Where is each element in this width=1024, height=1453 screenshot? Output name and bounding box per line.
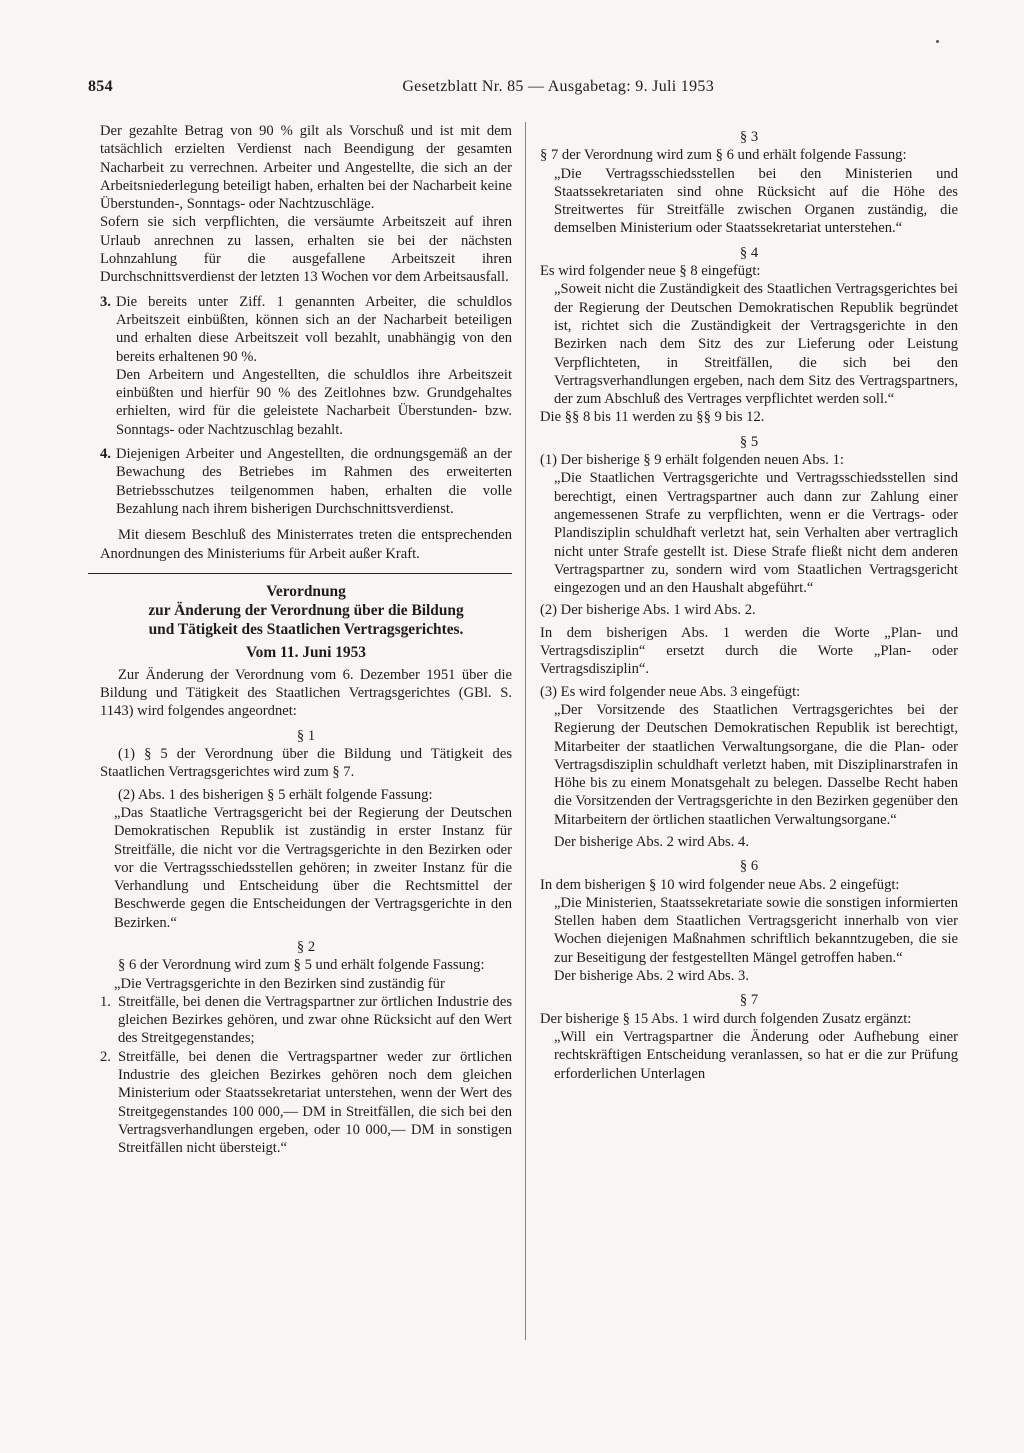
item-number: 2. [100, 1048, 111, 1065]
section-sign-1: § 1 [296, 727, 316, 744]
sub-item-1 [100, 993, 512, 1048]
numbered-item-3 [100, 293, 512, 439]
section-sign-7: § 7 [739, 992, 759, 1009]
paragraph: § 7 der Verordnung wird zum § 6 und erhält folgende Fassung: [540, 147, 907, 164]
paragraph: Sofern sie sich verpflichten, die versäumte Arbeitszeit auf ihren Urlaub anrechnen zu lassen, erhalten sie bei der nächsten Lohnzahlung für die ausgefallene Arbeitszeit ihren Durchschnittsverdienst der letzten 13 Wochen vor dem Arbeitsausfall. [100, 214, 512, 286]
section-sign-2: § 2 [296, 938, 316, 955]
sub-item-2 [100, 1048, 512, 1158]
paragraph: Es wird folgender neue § 8 eingefügt: [540, 263, 761, 280]
right-column [540, 122, 958, 1083]
quoted-text: „Das Staatliche Vertragsgericht bei der Regierung der Deutschen Demokratischen Republik ist zuständig in erster Instanz für Streitfälle, die nicht vor die Vertragsgerichte in den Bezirken oder vor die Vertragsschiedsstellen gehören; in zweiter Instanz für die Verhandlung und Entscheidung über die Rechtsmittel der Beschwerde gegen die Entscheidungen der Vertragsgerichte in den Bezirken.“ [114, 804, 512, 931]
quoted-text: „Die Vertragsgerichte in den Bezirken sind zuständig für [114, 975, 445, 992]
quoted-text: „Die Ministerien, Staatssekretariate sowie die sonstigen informierten Stellen haben dem Staatlichen Vertragsgericht innerhalb von vier Wochen diejenigen Maßnahmen schriftlich bekanntzugeben, die sie zur Beseitigung der festgestellten Mängel getroffen haben.“ [554, 894, 958, 966]
quoted-text: „Soweit nicht die Zuständigkeit des Staatlichen Vertragsgerichtes bei der Regierung der Deutschen Demokratischen Republik begründet ist, richtet sich die Zuständigkeit der Vertragsgerichte in den Bezirken nach dem Sitz des zur Lieferung oder Leistung Verpflichteten, in Streitfällen, die sich bei den Vertragsverhandlungen ergeben, nach dem Sitz des Vertragspartners, der zum Abschluß des Vertrages verpflichtet werden soll.“ [554, 281, 958, 408]
paragraph: Der bisherige § 15 Abs. 1 wird durch folgenden Zusatz ergänzt: [540, 1010, 912, 1027]
paragraph: Streitfälle, bei denen die Vertragspartner weder zur örtlichen Industrie des gleichen Bezirkes gehören noch dem gleichen Ministerium oder Staatssekretariat unterstehen, wenn der Wert des Streitgegenstandes 100 000,— DM in Streitfällen, die sich bei den Vertragsverhandlungen ergeben, oder 10 000,— DM in sonstigen Streitfällen nicht übersteigt.“ [118, 1048, 512, 1157]
paragraph: In dem bisherigen § 10 wird folgender neue Abs. 2 eingefügt: [540, 876, 900, 893]
heading-line: Verordnung [266, 582, 346, 600]
item-number: 3. [100, 293, 111, 310]
paragraph: Streitfälle, bei denen die Vertragspartner zur örtlichen Industrie des gleichen Bezirkes gehören, und zwar ohne Rücksicht auf den Wert des Streitgegenstandes; [118, 993, 512, 1047]
paragraph: Die bereits unter Ziff. 1 genannten Arbeiter, die schuldlos Arbeitszeit einbüßten, können sich an der Nacharbeit beteiligen und erhalten diese Arbeitszeit voll bezahlt, unabhängig von den bereits erhaltenen 90 %. [116, 293, 512, 365]
paragraph: (1) Der bisherige § 9 erhält folgenden neuen Abs. 1: [540, 452, 844, 469]
paragraph: In dem bisherigen Abs. 1 werden die Worte „Plan- und Vertragsdisziplin“ ersetzt durch die Worte „Plan- oder Vertragsdisziplin“. [540, 624, 958, 678]
quoted-text: „Die Vertragsschiedsstellen bei den Ministerien und Staatssekretariaten sind ohne Rücksicht auf die Höhe des Streitwertes für Streitfälle zwischen Organen zuständig, die demselben Ministerium oder Staatssekretariat unterstehen.“ [554, 165, 958, 237]
quoted-text: „Der Vorsitzende des Staatlichen Vertragsgerichtes bei der Regierung der Deutschen Demokratischen Republik ist berechtigt, Mitarbeiter der staatlichen Verwaltungsorgane, die die Plan- oder Vertragsdisziplin schuldhaft verletzt haben, mit Disziplinarstrafen in Höhe bis zu einem Monatsgehalt zu belegen. Dasselbe Recht haben die Vorsitzenden der Vertragsgerichte in den Bezirken gegenüber den Mitarbeitern der örtlichen staatlichen Verwaltungsorgane.“ [554, 701, 958, 828]
paragraph: (2) Der bisherige Abs. 1 wird Abs. 2. [540, 602, 756, 619]
page-number: 854 [88, 78, 113, 95]
paragraph: Die §§ 8 bis 11 werden zu §§ 9 bis 12. [540, 409, 765, 426]
quoted-text: „Die Staatlichen Vertragsgerichte und Vertragsschiedsstellen sind berechtigt, einen Vertragspartner auch dann zur Zahlung einer angemessenen Strafe zu verpflichten, wenn er die Vertrags- oder Plandisziplin schuldhaft verletzt hat, sein Verhalten aber vertraglich nicht unter Strafe gestellt ist. Diese Strafe fließt nicht dem anderen Vertragspartner zu, sondern wird vom Staatlichen Vertragsgericht eingezogen und an den Haushalt abgeführt.“ [554, 470, 958, 597]
paragraph: (3) Es wird folgender neue Abs. 3 eingefügt: [540, 683, 801, 700]
decree-date: Vom 11. Juni 1953 [245, 643, 367, 661]
paragraph: Der bisherige Abs. 2 wird Abs. 3. [554, 968, 749, 985]
heading-line: zur Änderung der Verordnung über die Bildung [148, 601, 464, 619]
item-number: 4. [100, 446, 111, 463]
paragraph: Der bisherige Abs. 2 wird Abs. 4. [554, 833, 749, 850]
decree-heading [100, 582, 512, 662]
section-rule [88, 573, 512, 574]
numbered-item-4 [100, 445, 512, 518]
page-header [88, 78, 714, 104]
section-sign-3: § 3 [739, 129, 759, 145]
paragraph: § 6 der Verordnung wird zum § 5 und erhält folgende Fassung: [118, 957, 485, 974]
paragraph: (2) Abs. 1 des bisherigen § 5 erhält folgende Fassung: [118, 786, 433, 803]
section-sign-5: § 5 [739, 433, 759, 450]
left-column [100, 122, 512, 1158]
heading-line: und Tätigkeit des Staatlichen Vertragsgerichtes. [148, 620, 464, 638]
section-sign-6: § 6 [739, 858, 759, 875]
intro-paragraph: Zur Änderung der Verordnung vom 6. Dezember 1951 über die Bildung und Tätigkeit des Staatlichen Vertragsgerichtes (GBl. S. 1143) wird folgendes angeordnet: [100, 666, 512, 720]
running-title: Gesetzblatt Nr. 85 — Ausgabetag: 9. Juli 1953 [402, 78, 714, 95]
paragraph: Diejenigen Arbeiter und Angestellten, die ordnungsgemäß an der Bewachung des Betriebes im Rahmen des erweiterten Betriebsschutzes teilgenommen haben, erhalten die volle Bezahlung nach ihrem bisherigen Durchschnittsverdienst. [116, 446, 512, 517]
column-divider [525, 122, 526, 1340]
section-sign-4: § 4 [739, 244, 759, 261]
ink-speck [936, 40, 939, 43]
closing-paragraph: Mit diesem Beschluß des Ministerrates treten die entsprechenden Anordnungen des Ministeriums für Arbeit außer Kraft. [100, 527, 512, 562]
item-number: 1. [100, 993, 111, 1010]
paragraph: Den Arbeitern und Angestellten, die schuldlos ihre Arbeitszeit einbüßten und hierfür 90 % des Zeitlohnes bzw. Grundgehaltes erhielten, wird für die geleistete Nacharbeit Überstunden- bzw. Sonntags- oder Nachtzuschlag bezahlt. [116, 366, 512, 438]
paragraph: Der gezahlte Betrag von 90 % gilt als Vorschuß und ist mit dem tatsächlich erzielten Verdienst nach Beendigung der gesamten Nacharbeit zu verrechnen. Arbeiter und Angestellte, die sich an der Arbeitsniederlegung beteiligt haben, erhalten bei der Nacharbeit keine Überstunden-, Sonntags- oder Nachtzuschläge. [100, 123, 512, 213]
quoted-text: „Will ein Vertragspartner die Änderung oder Aufhebung einer rechtskräftigen Entscheidung veranlassen, so hat er die zur Prüfung erforderlichen Unterlagen [554, 1028, 958, 1082]
paragraph: (1) § 5 der Verordnung über die Bildung und Tätigkeit des Staatlichen Vertragsgerichtes wird zum § 7. [100, 746, 512, 781]
